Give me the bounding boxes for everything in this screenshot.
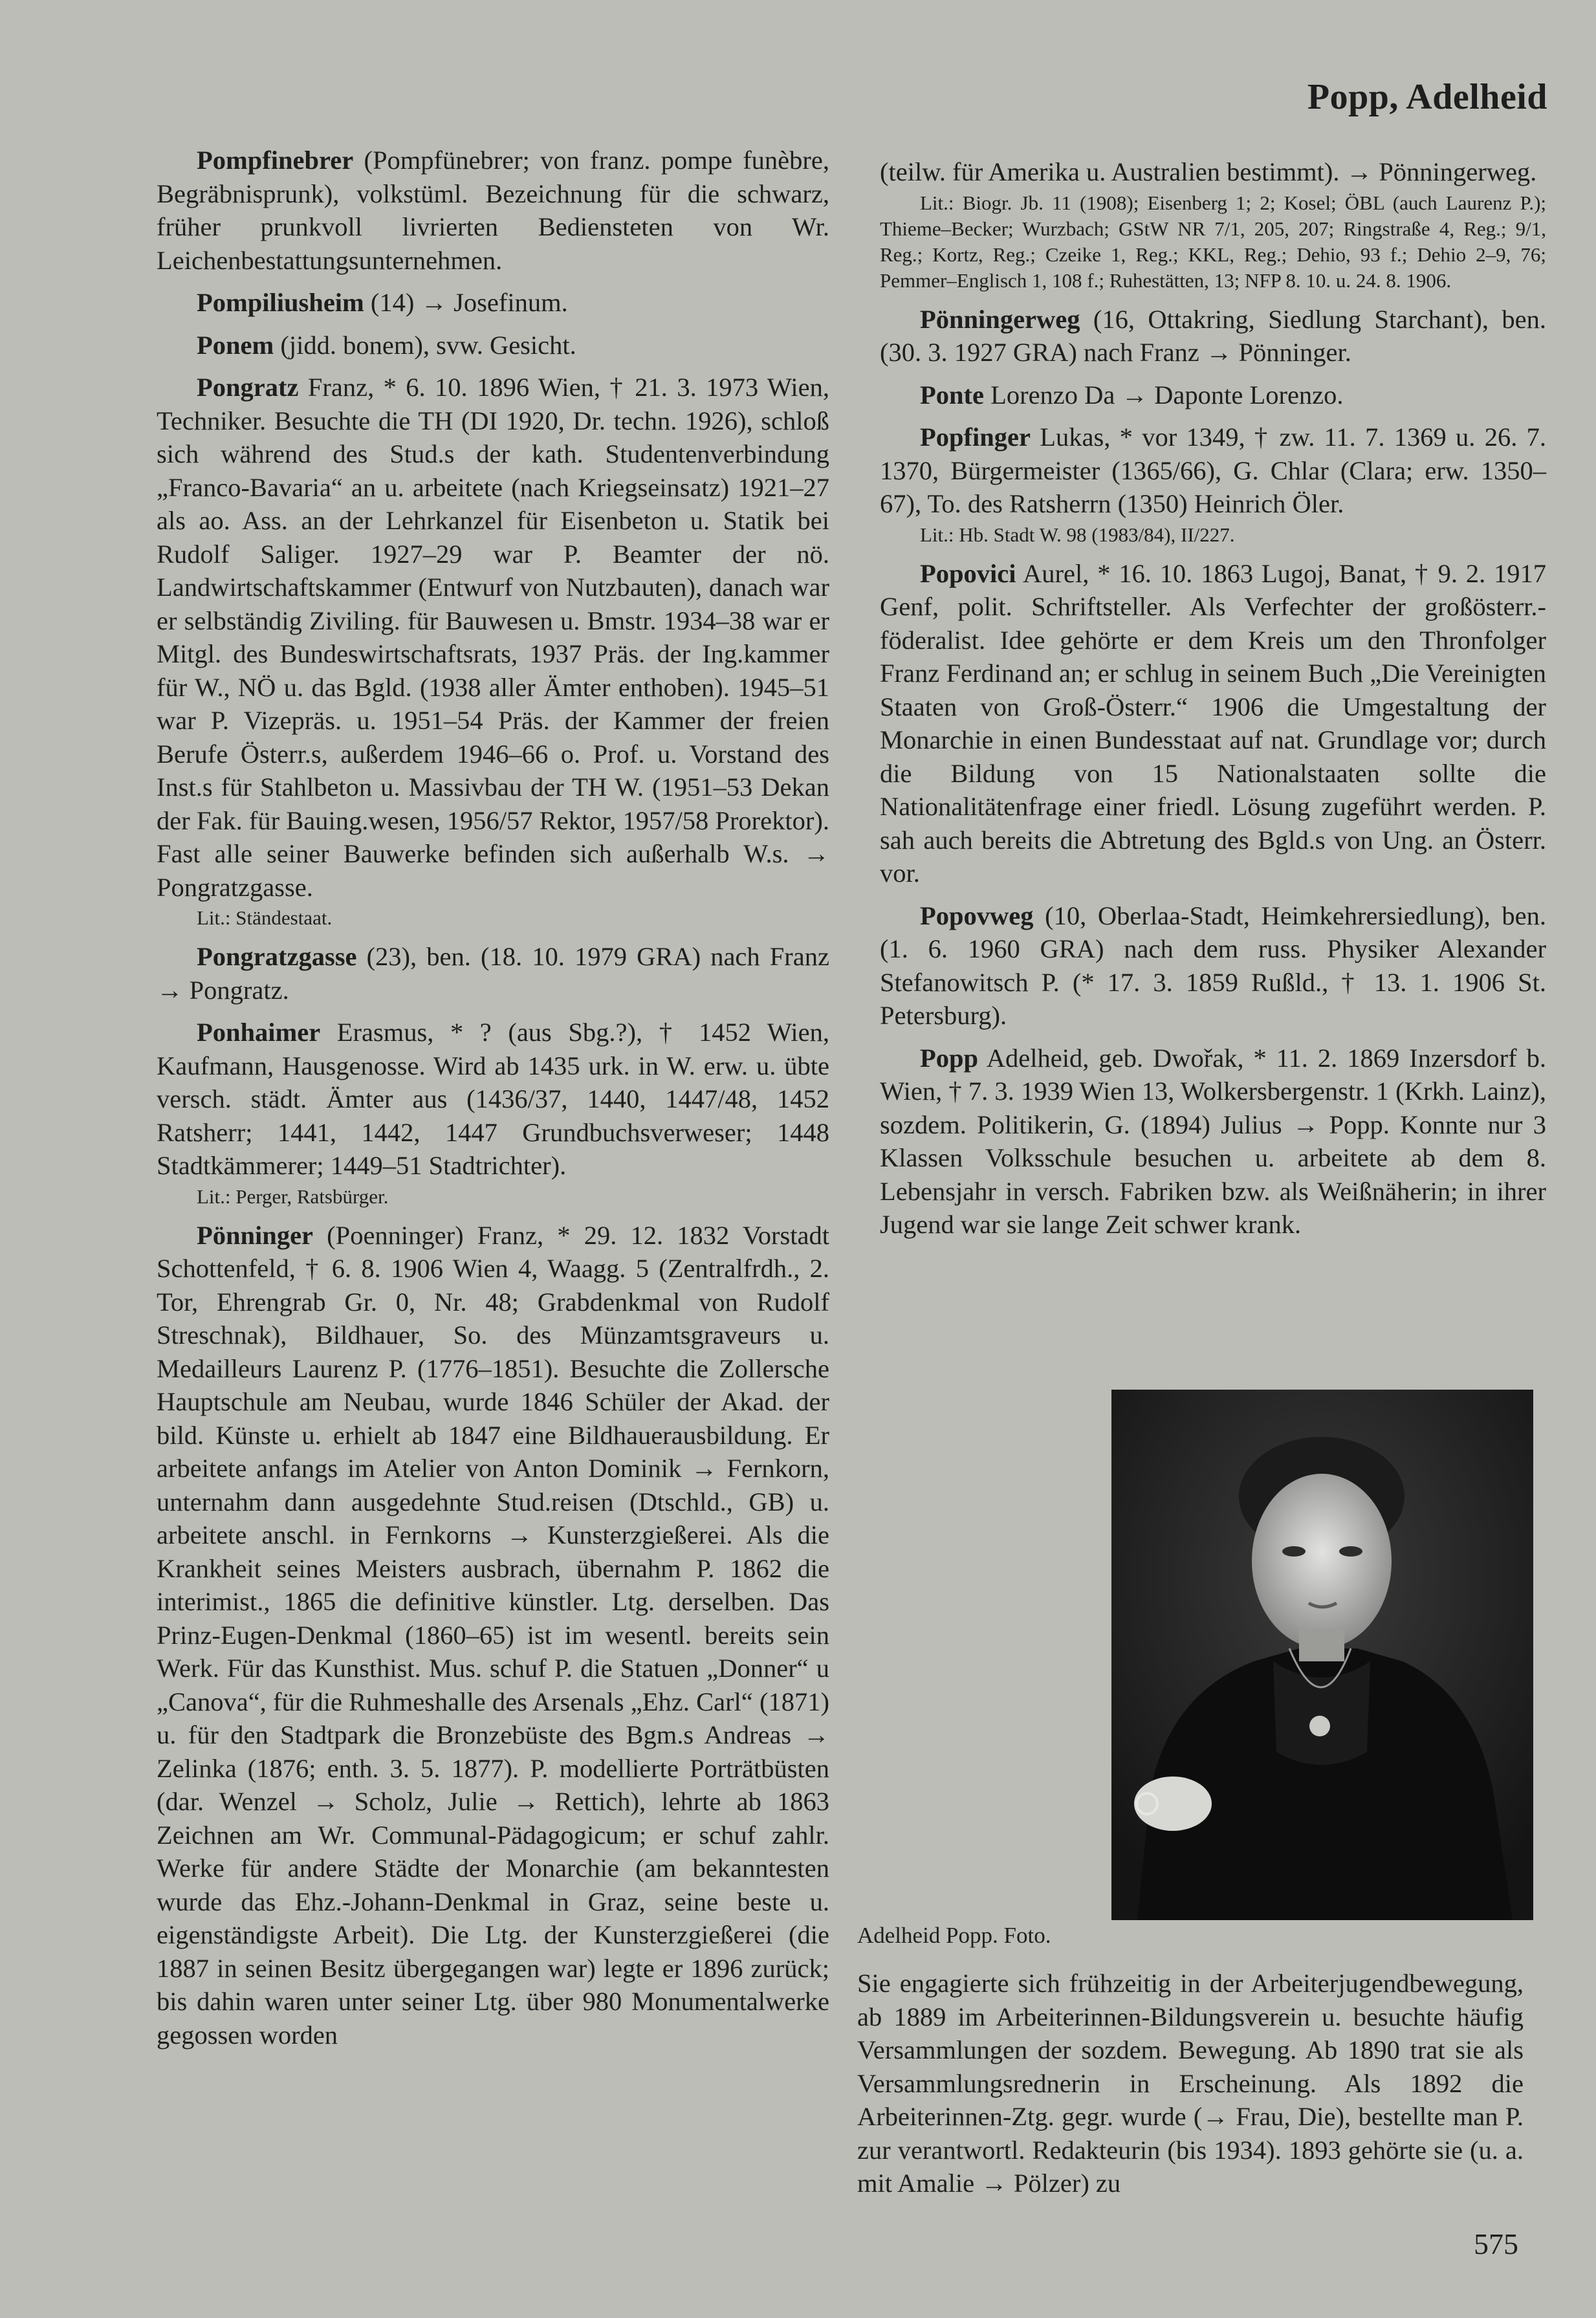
entry-head: Pongratz <box>197 373 299 402</box>
entry-head: Popp <box>920 1043 979 1073</box>
entry-head: Popovici <box>920 558 1016 588</box>
right-column <box>880 155 1546 1251</box>
entry <box>880 557 1546 890</box>
entry <box>157 144 829 277</box>
entry-body: Erasmus, * ? (aus Sbg.?), † 1452 Wien, Kaufmann, Hausgenosse. Wird ab 1435 urk. in W. erw. u. übte versch. städt. Ämter aus (1436/37, 1440, 1447/48, 1452 Ratsherr; 1441, 1442, 1447 Grundbuchsverweser; 1448 Stadtkämmerer; 1449–51 Stadtrichter). <box>157 1018 829 1180</box>
entry-body: Lukas, * vor 1349, † zw. 11. 7. 1369 u. 26. 7. 1370, Bürgermeister (1365/66), G. Chlar (Clara; erw. 1350–67), To. des Ratsherrn (1350) Heinrich Öler. <box>880 422 1546 518</box>
entry <box>157 329 829 362</box>
entry-head: Ponem <box>197 330 274 360</box>
entry-body: (14) → Josefinum. <box>364 288 568 317</box>
literature-note: Lit.: Perger, Ratsbürger. <box>197 1185 389 1208</box>
literature-note: Lit.: Ständestaat. <box>197 906 333 929</box>
entry-head: Pompiliusheim <box>197 288 364 317</box>
entry-body: Adelheid, geb. Dwořak, * 11. 2. 1869 Inzersdorf b. Wien, † 7. 3. 1939 Wien 13, Wolkersbergenstr. 1 (Krkh. Lainz), sozdem. Politikerin, G. (1894) Julius → Popp. Konnte nur 3 Klassen Volksschule besuchen u. arbeitete ab dem 8. Lebensjahr in versch. Fabriken bzw. als Weißnäherin; in ihrer Jugend war sie lange Zeit schwer krank. <box>880 1043 1546 1239</box>
entry <box>157 1219 829 2052</box>
portrait-illustration <box>1111 1390 1533 1920</box>
right-column-continued <box>857 1967 1524 2209</box>
entry <box>880 899 1546 1033</box>
paragraph: Sie engagierte sich frühzeitig in der Arbeiterjugendbewegung, ab 1889 im Arbeiterinnen-Bildungsverein u. besuchte häufig Versammlungen der sozdem. Bewegung. Ab 1890 trat sie als Versammlungsrednerin in Erscheinung. Als 1892 die Arbeiterinnen-Ztg. gegr. wurde (→ Frau, Die), bestellte man P. zur verantwortl. Redakteurin (bis 1934). 1893 gehörte sie (u. a. mit Amalie → Pölzer) zu <box>857 1969 1524 2198</box>
entry-body: Lorenzo Da → Daponte Lorenzo. <box>983 380 1344 410</box>
running-head: Popp, Adelheid <box>1307 77 1547 117</box>
entry-body: (Poenninger) Franz, * 29. 12. 1832 Vorstadt Schottenfeld, † 6. 8. 1906 Wien 4, Waagg. 5 (Zentralfrdh., 2. Tor, Ehrengrab Gr. 0, Nr. 48; Grabdenkmal von Rudolf Streschnak), Bildhauer, So. des Münzamtsgraveurs u. Medailleurs Laurenz P. (1776–1851). Besuchte die Zollersche Hauptschule am Neubau, wurde 1846 Schüler der Akad. der bild. Künste u. erhielt ab 1847 eine Bildhauerausbildung. Er arbeitete anfangs im Atelier von Anton Dominik → Fernkorn, unternahm dann ausgedehnte Stud.reisen (Dtschld., GB) u. arbeitete anschl. in Fernkorns → Kunsterzgießerei. Als die Krankheit seines Meisters ausbrach, übernahm P. 1862 die interimist., 1865 die definitive künstler. Ltg. derselben. Das Prinz-Eugen-Denkmal (1860–65) ist im wesentl. bereits sein Werk. Für das Kunsthist. Mus. schuf P. die Statuen „Donner“ u „Canova“, für die Ruhmeshalle des Arsenals „Ehz. Carl“ (1871) u. für den Stadtpark die Bronzebüste des Bgm.s Andreas → Zelinka (1876; enth. 3. 5. 1877). P. modellierte Porträtbüsten (dar. Wenzel → Scholz, Julie → Rettich), lehrte ab 1863 Zeichnen am Wr. Communal-Pädagogicum; er schuf zahlr. Werke für andere Städte der Monarchie (am bekanntesten wurde das Ehz.-Johann-Denkmal in Graz, seine beste u. eigenständigste Arbeit). Die Ltg. der Kunsterzgießerei (die 1887 in seinen Besitz übergegangen war) legte er 1896 zurück; bis dahin waren unter seiner Ltg. über 980 Monumentalwerke gegossen worden <box>157 1220 829 2050</box>
entry-body: (23), ben. (18. 10. 1979 GRA) nach Franz → Pongratz. <box>157 942 829 1005</box>
entry-head: Popovweg <box>920 901 1034 930</box>
entry <box>157 1016 829 1183</box>
continuation-text: (teilw. für Amerika u. Australien bestimmt). → Pönningerweg. <box>880 157 1537 186</box>
literature-note: Lit.: Hb. Stadt W. 98 (1983/84), II/227. <box>920 523 1235 546</box>
entry-head: Ponte <box>920 380 984 410</box>
entry <box>157 371 829 904</box>
entry <box>157 286 829 320</box>
entry <box>880 378 1546 412</box>
entry-head: Ponhaimer <box>197 1018 321 1047</box>
entry-head: Pongratzgasse <box>197 942 357 971</box>
entry <box>880 421 1546 521</box>
entry-body: Aurel, * 16. 10. 1863 Lugoj, Banat, † 9. 2. 1917 Genf, polit. Schriftsteller. Als Verfechter der großösterr.-föderalist. Idee gehörte er dem Kreis um den Thronfolger Franz Ferdinand an; er schlug in seinem Buch „Die Vereinigten Staaten von Groß-Österr.“ 1906 die Umgestaltung der Monarchie in einen Bundesstaat auf nat. Grundlage vor; durch die Bildung von 15 Nationalstaaten sollte die Nationalitätenfrage einer friedl. Lösung zugeführt werden. P. sah auch bereits die Abtretung des Bgld.s von Ung. an Österr. vor. <box>880 558 1546 888</box>
entry-body: (10, Oberlaa-Stadt, Heimkehrersiedlung), ben. (1. 6. 1960 GRA) nach dem russ. Physiker Alexander Stefanowitsch P. (* 17. 3. 1859 Rußld., † 13. 1. 1906 St. Petersburg). <box>880 901 1546 1030</box>
entry-head: Popfinger <box>920 422 1031 452</box>
entry-head: Pönningerweg <box>920 304 1080 334</box>
photo-caption: Adelheid Popp. Foto. <box>857 1923 1051 1948</box>
entry-head: Pompfinebrer <box>197 146 354 175</box>
literature-note: Lit.: Biogr. Jb. 11 (1908); Eisenberg 1; 2; Kosel; ÖBL (auch Laurenz P.); Thieme–Becker; Wurzbach; GStW NR 7/1, 205, 207; Ringstraße 4, Reg.; 9/1, Reg.; Kortz, Reg.; Czeike 1, Reg.; KKL, Reg.; Dehio, 93 f.; Dehio 2–9, 76; Pemmer–Englisch 1, 108 f.; Ruhestätten, 13; NFP 8. 10. u. 24. 8. 1906. <box>880 191 1546 292</box>
entry <box>880 1042 1546 1241</box>
entry-body: (Pompfünebrer; von franz. pompe funèbre, Begräbnisprunk), volkstüml. Bezeichnung für die schwarz, früher prunkvoll livrierten Bediensteten von Wr. Leichenbestattungsunternehmen. <box>157 146 829 275</box>
portrait-photo <box>1111 1390 1533 1920</box>
entry-body: Franz, * 6. 10. 1896 Wien, † 21. 3. 1973 Wien, Techniker. Besuchte die TH (DI 1920, Dr. techn. 1926), schloß sich während des Stud.s der kath. Studentenverbindung „Franco-Bavaria“ an u. arbeitete (nach Kriegseinsatz) 1921–27 als ao. Ass. an der Lehrkanzel für Eisenbeton u. Statik bei Rudolf Saliger. 1927–29 war P. Beamter der nö. Landwirtschaftskammer (Entwurf von Nutzbauten), danach war er selbständig Ziviling. für Bauwesen u. Bmstr. 1934–38 war er Mitgl. des Bundeswirtschaftsrats, 1937 Präs. der Ing.kammer für W., NÖ u. das Bgld. (1938 aller Ämter enthoben). 1945–51 war P. Vizepräs. u. 1951–54 Präs. der Kammer der freien Berufe Österr.s, außerdem 1946–66 o. Prof. u. Vorstand des Inst.s für Stahlbeton u. Massivbau der TH W. (1951–53 Dekan der Fak. für Bauing.wesen, 1956/57 Rektor, 1957/58 Prorektor). Fast alle seiner Bauwerke befinden sich außerhalb W.s. → Pongratzgasse. <box>157 373 829 902</box>
entry-head: Pönninger <box>197 1220 314 1250</box>
left-column <box>157 144 829 2061</box>
entry-body: (jidd. bonem), svw. Gesicht. <box>274 330 576 360</box>
entry <box>157 940 829 1007</box>
entry-body: (16, Ottakring, Siedlung Starchant), ben. (30. 3. 1927 GRA) nach Franz → Pönninger. <box>880 304 1546 367</box>
entry <box>880 303 1546 369</box>
page-number: 575 <box>1474 2227 1518 2260</box>
